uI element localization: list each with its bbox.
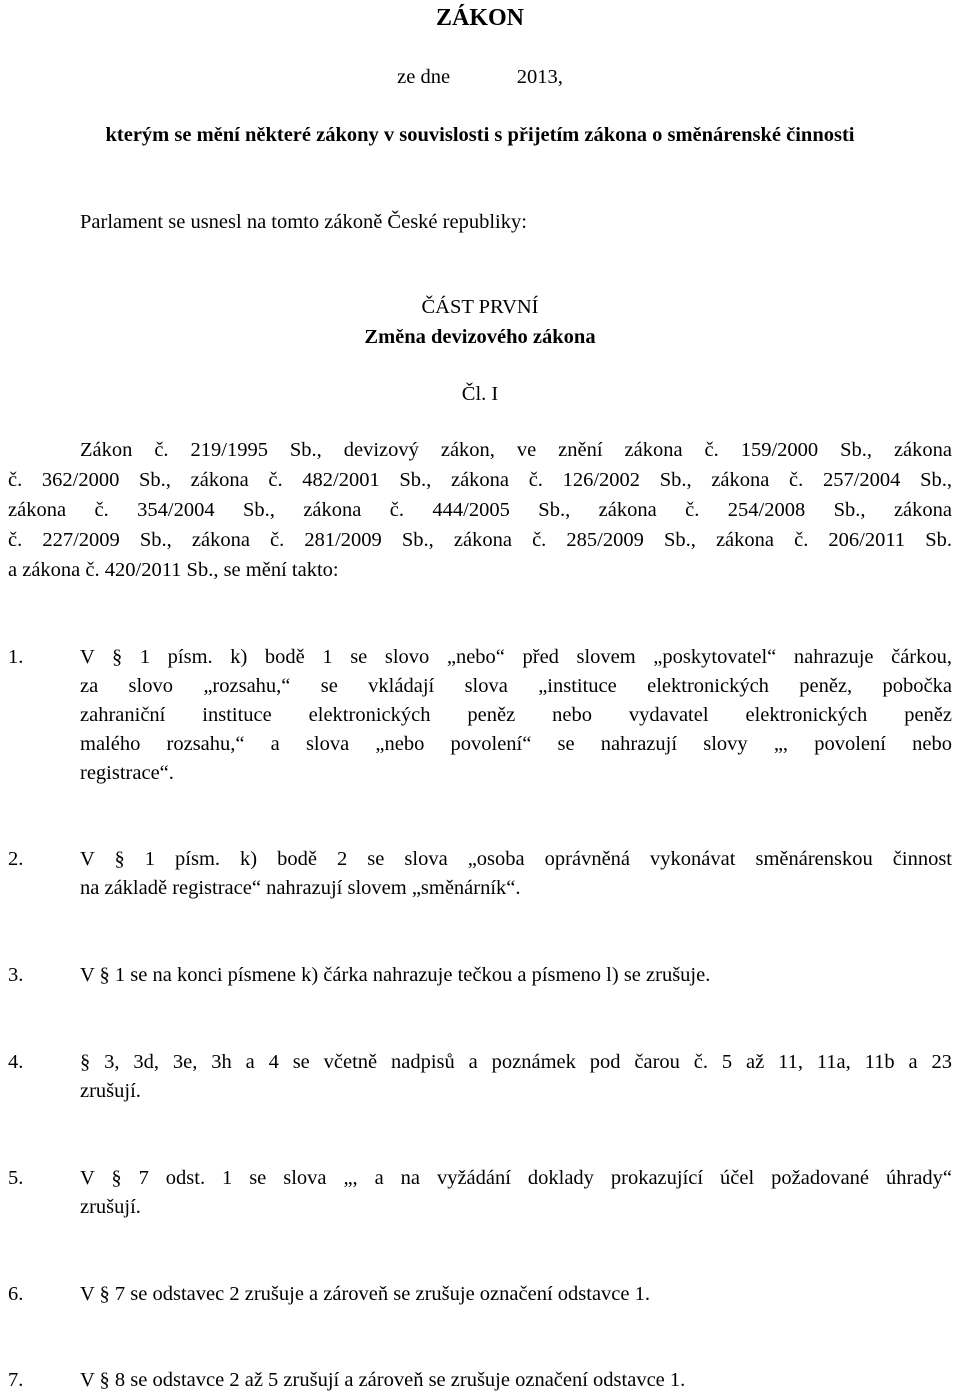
point-number: 6.	[8, 1283, 24, 1305]
date-line: ze dne 2013,	[397, 66, 563, 88]
point-text-line: V § 7 se odstavec 2 zrušuje a zároveň se zrušuje označení odstavce 1.	[80, 1283, 650, 1305]
part-heading: ČÁST PRVNÍ	[421, 296, 539, 318]
preamble: Parlament se usnesl na tomto zákoně České republiky:	[80, 211, 527, 233]
point-text-line: zrušují.	[80, 1080, 141, 1102]
article-intro-line: zákona č. 354/2004 Sb., zákona č. 444/2005 Sb., zákona č. 254/2008 Sb., zákona	[8, 499, 952, 521]
point-text-line: § 3, 3d, 3e, 3h a 4 se včetně nadpisů a poznámek pod čarou č. 5 až 11, 11a, 11b a 23	[80, 1051, 952, 1073]
article-heading: Čl. I	[461, 383, 499, 405]
point-text-line: malého rozsahu,“ a slova „nebo povolení“ se nahrazují slovy „, povolení nebo	[80, 733, 952, 755]
article-intro-line: č. 227/2009 Sb., zákona č. 281/2009 Sb., zákona č. 285/2009 Sb., zákona č. 206/2011 Sb.	[8, 529, 952, 551]
law-subtitle: kterým se mění některé zákony v souvislosti s přijetím zákona o směnárenské činnosti	[105, 124, 855, 146]
point-number: 4.	[8, 1051, 24, 1073]
point-text-line: V § 1 písm. k) bodě 1 se slovo „nebo“ před slovem „poskytovatel“ nahrazuje čárkou,	[80, 646, 952, 668]
point-text-line: registrace“.	[80, 762, 174, 784]
point-text-line: V § 7 odst. 1 se slova „, a na vyžádání doklady prokazující účel požadované úhrady“	[80, 1167, 952, 1189]
article-intro-line: č. 362/2000 Sb., zákona č. 482/2001 Sb., zákona č. 126/2002 Sb., zákona č. 257/2004 Sb.,	[8, 469, 952, 491]
point-number: 2.	[8, 848, 24, 870]
point-text-line: V § 8 se odstavce 2 až 5 zrušují a zároveň se zrušuje označení odstavce 1.	[80, 1369, 686, 1391]
law-title: ZÁKON	[435, 5, 524, 31]
article-intro-line: a zákona č. 420/2011 Sb., se mění takto:	[8, 559, 339, 581]
point-number: 3.	[8, 964, 24, 986]
point-number: 7.	[8, 1369, 24, 1391]
point-text-line: V § 1 se na konci písmene k) čárka nahrazuje tečkou a písmeno l) se zrušuje.	[80, 964, 711, 986]
point-text-line: V § 1 písm. k) bodě 2 se slova „osoba oprávněná vykonávat směnárenskou činnost	[80, 848, 952, 870]
point-text-line: zahraniční instituce elektronických peněz nebo vydavatel elektronických peněz	[80, 704, 952, 726]
part-name: Změna devizového zákona	[364, 326, 596, 348]
point-text-line: zrušují.	[80, 1196, 141, 1218]
point-text-line: za slovo „rozsahu,“ se vkládají slova „instituce elektronických peněz, pobočka	[80, 675, 952, 697]
article-intro-line: Zákon č. 219/1995 Sb., devizový zákon, ve znění zákona č. 159/2000 Sb., zákona	[80, 439, 952, 461]
point-number: 5.	[8, 1167, 24, 1189]
point-number: 1.	[8, 646, 24, 668]
point-text-line: na základě registrace“ nahrazují slovem „směnárník“.	[80, 877, 521, 899]
